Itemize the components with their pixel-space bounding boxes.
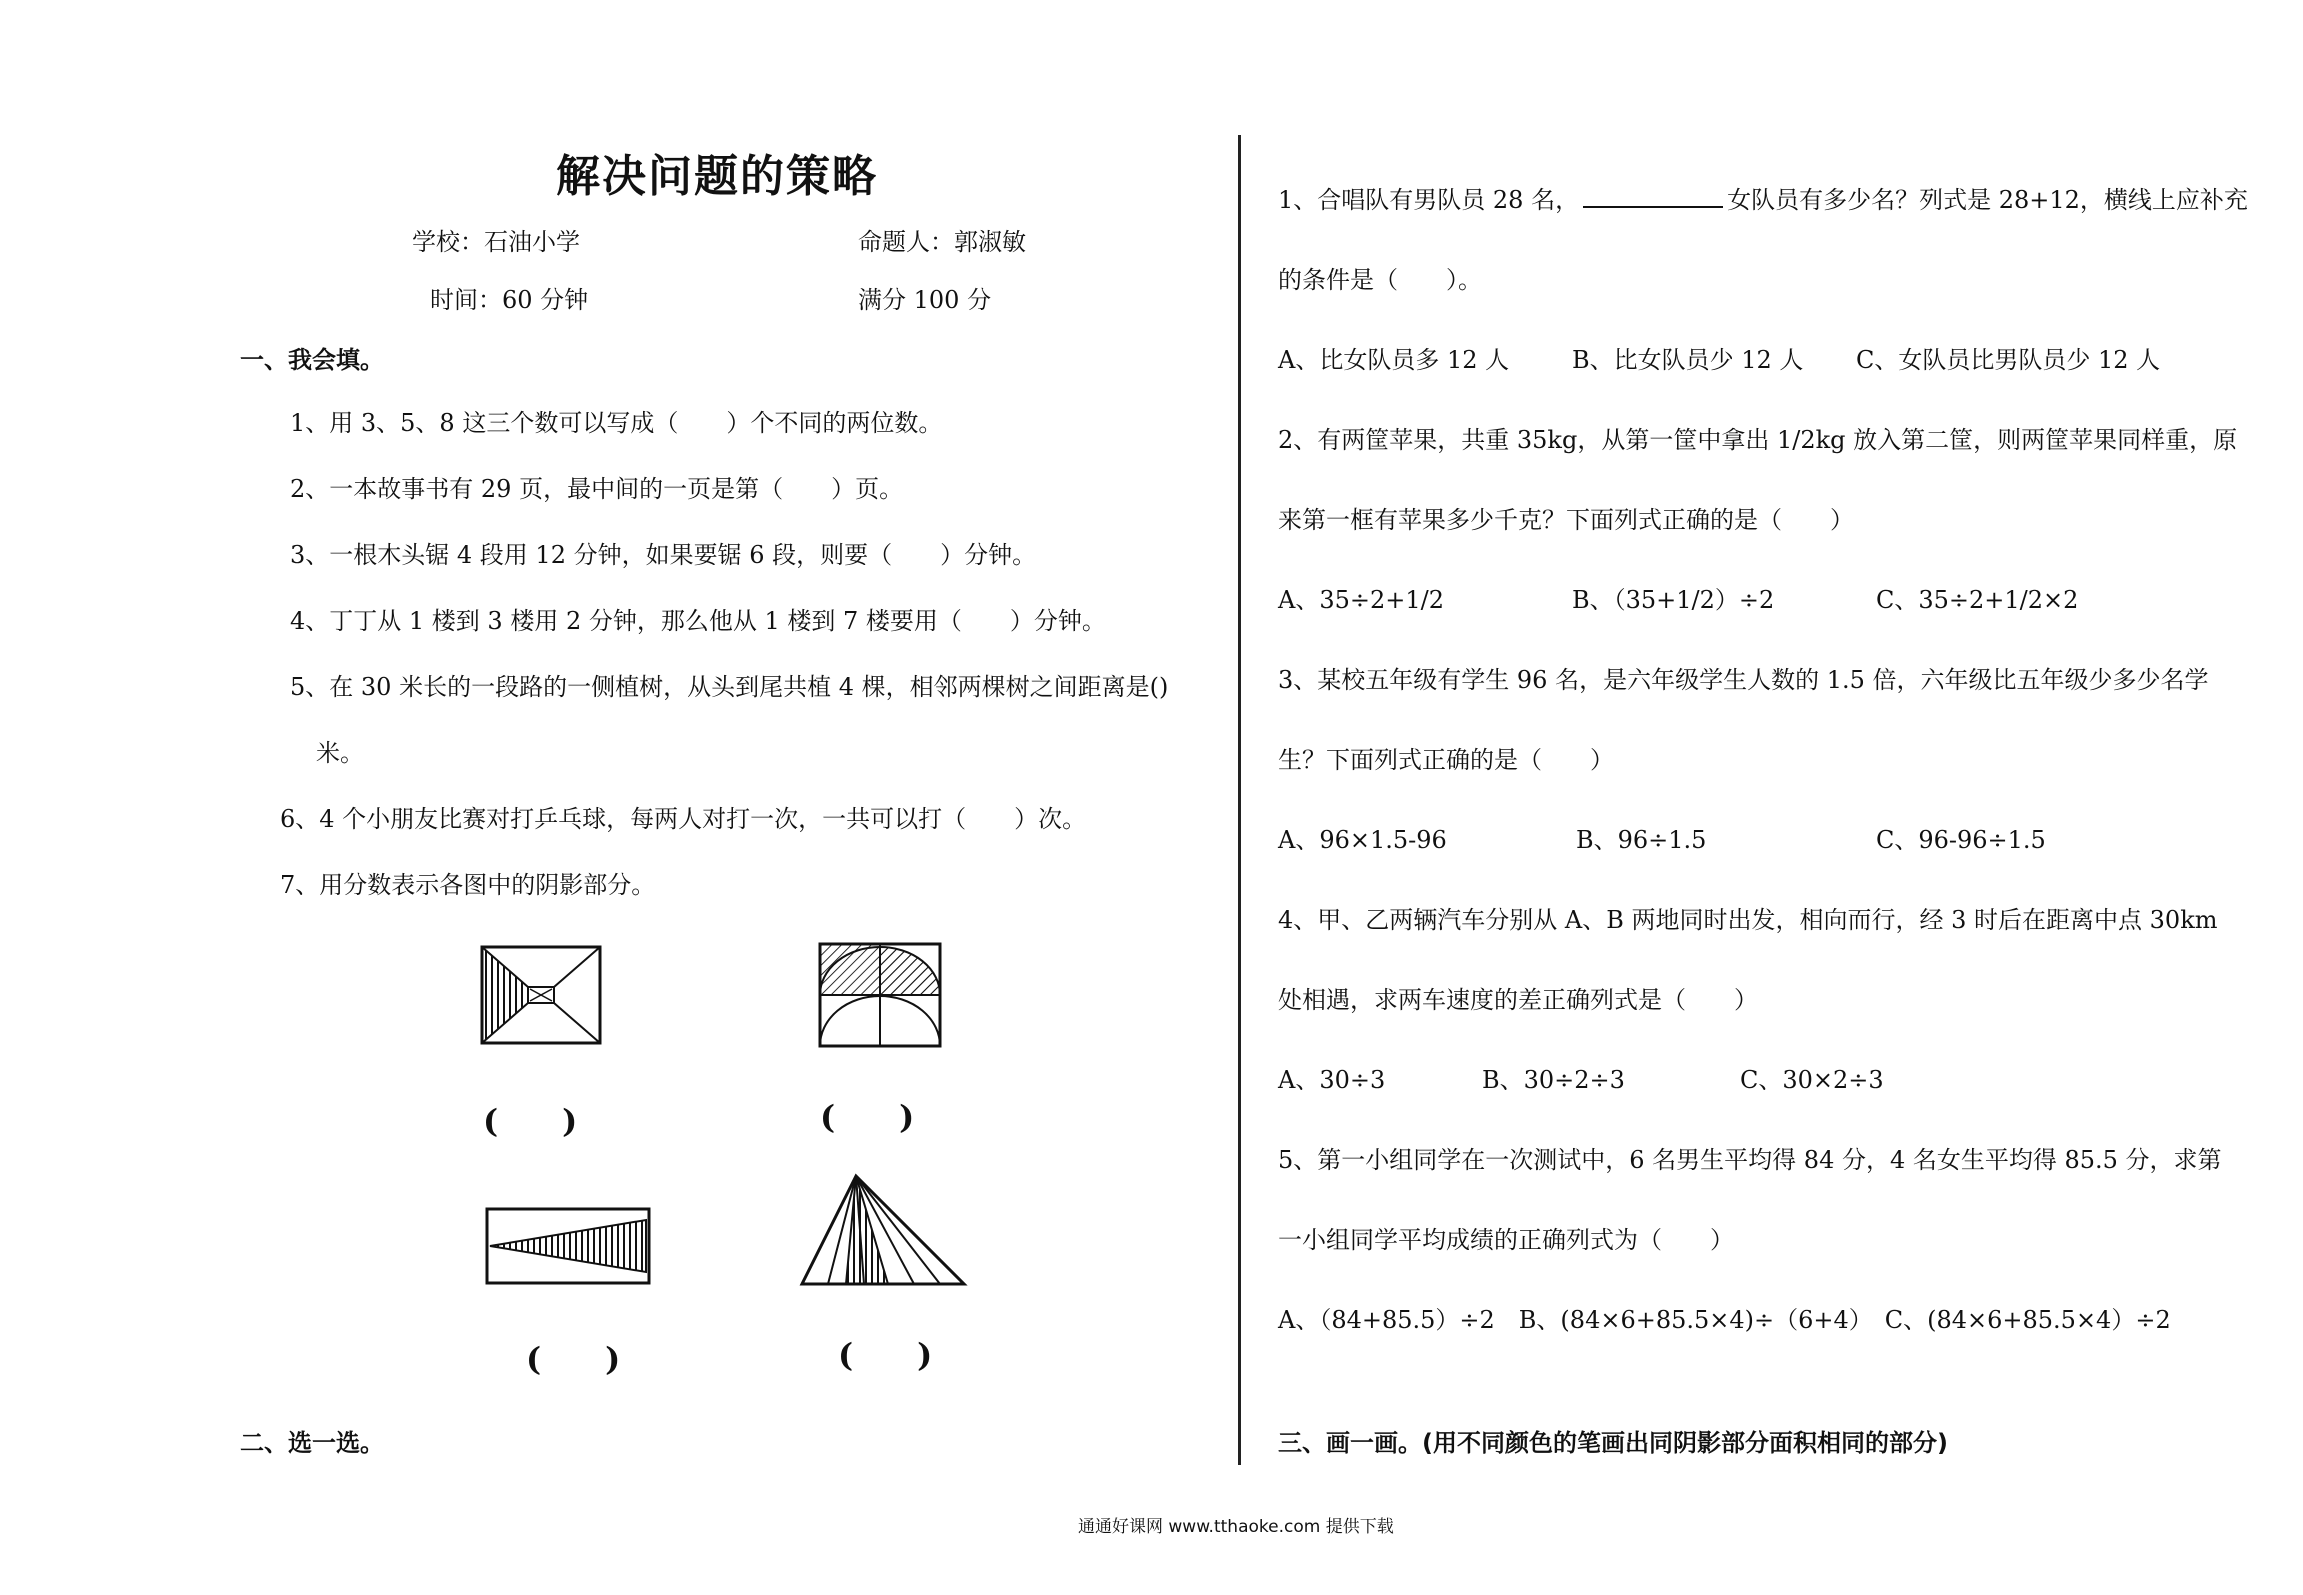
r-q2-option-b: B、（35+1/2）÷2 [1572, 586, 1775, 614]
figure-square-trapezoids [478, 943, 604, 1047]
r-q2-option-a: A、35÷2+1/2 [1278, 586, 1444, 614]
r-q1-option-b: B、比女队员少 12 人 [1572, 346, 1804, 374]
answer-paren-3: ( ) [526, 1340, 621, 1378]
answer-paren-1: ( ) [483, 1102, 578, 1140]
r-q4-option-c: C、30×2÷3 [1740, 1066, 1884, 1094]
answer-paren-4: ( ) [838, 1336, 933, 1374]
r-q5-options: A、（84+85.5）÷2 B、(84×6+85.5×4)÷（6+4） C、(84×6+85.5×4）÷2 [1278, 1306, 2171, 1334]
r-question-2: 2、有两筐苹果，共重 35kg，从第一筐中拿出 1/2kg 放入第二筐，则两筐苹果同样重，原 [1278, 426, 2238, 454]
section2-heading: 二、选一选。 [240, 1429, 384, 1457]
score-label: 满分 100 分 [858, 286, 992, 314]
section3-heading: 三、画一画。(用不同颜色的笔画出同阴影部分面积相同的部分) [1278, 1429, 1948, 1457]
s1-question-6: 6、4 个小朋友比赛对打乒乓球，每两人对打一次，一共可以打（ ）次。 [280, 805, 1087, 833]
r-q3-option-c: C、96-96÷1.5 [1876, 826, 2046, 854]
s1-question-1: 1、用 3、5、8 这三个数可以写成（ ）个不同的两位数。 [290, 409, 943, 437]
time-label: 时间：60 分钟 [430, 286, 589, 314]
r-question-3: 3、某校五年级有学生 96 名，是六年级学生人数的 1.5 倍，六年级比五年级少多少名学 [1278, 666, 2209, 694]
r-question-4-cont: 处相遇，求两车速度的差正确列式是（ ） [1278, 986, 1758, 1014]
r-q1-option-c: C、女队员比男队员少 12 人 [1856, 346, 2161, 374]
footer-source: 通通好课网 www.tthaoke.com 提供下载 [1078, 1517, 1394, 1537]
r-q4-option-b: B、30÷2÷3 [1482, 1066, 1625, 1094]
r-question-3-cont: 生？下面列式正确的是（ ） [1278, 746, 1614, 774]
r-question-5-cont: 一小组同学平均成绩的正确列式为（ ） [1278, 1226, 1734, 1254]
s1-question-4: 4、丁丁从 1 楼到 3 楼用 2 分钟，那么他从 1 楼到 7 楼要用（ ）分钟。 [290, 607, 1106, 635]
r-question-4: 4、甲、乙两辆汽车分别从 A、B 两地同时出发，相向而行，经 3 时后在距离中点 30km [1278, 906, 2218, 934]
s1-question-5: 5、在 30 米长的一段路的一侧植树，从头到尾共植 4 棵，相邻两棵树之间距离是() [290, 673, 1169, 701]
s1-question-5-cont: 米。 [316, 739, 364, 767]
s1-question-3: 3、一根木头锯 4 段用 12 分钟，如果要锯 6 段，则要（ ）分钟。 [290, 541, 1037, 569]
r-question-1 [1278, 180, 2248, 215]
author-label: 命题人：郭淑敏 [858, 228, 1026, 256]
r-q3-option-a: A、96×1.5-96 [1278, 826, 1447, 854]
r-question-1-cont: 的条件是（ ）。 [1278, 266, 1482, 294]
school-label: 学校：石油小学 [412, 228, 580, 256]
r-q1-prefix: 1、合唱队有男队员 28 名， [1278, 186, 1580, 214]
figure-rectangle-triangle [484, 1206, 652, 1286]
r-q1-option-a: A、比女队员多 12 人 [1278, 346, 1510, 374]
column-divider [1238, 135, 1241, 1465]
section1-heading: 一、我会填。 [240, 346, 384, 374]
page-title: 解决问题的策略 [556, 151, 878, 202]
r-q2-option-c: C、35÷2+1/2×2 [1876, 586, 2079, 614]
r-q4-option-a: A、30÷3 [1278, 1066, 1386, 1094]
r-q3-option-b: B、96÷1.5 [1576, 826, 1707, 854]
figure-triangle-fan [798, 1172, 968, 1288]
s1-question-2: 2、一本故事书有 29 页，最中间的一页是第（ ）页。 [290, 475, 904, 503]
fill-blank [1583, 182, 1723, 208]
answer-paren-2: ( ) [820, 1098, 915, 1136]
r-q1-suffix: 女队员有多少名？列式是 28+12，横线上应补充 [1727, 186, 2248, 214]
figure-rectangle-semicircles [816, 940, 944, 1050]
s1-question-7: 7、用分数表示各图中的阴影部分。 [280, 871, 656, 899]
r-question-2-cont: 来第一框有苹果多少千克？下面列式正确的是（ ） [1278, 506, 1854, 534]
r-question-5: 5、第一小组同学在一次测试中，6 名男生平均得 84 分，4 名女生平均得 85.5 分，求第 [1278, 1146, 2222, 1174]
